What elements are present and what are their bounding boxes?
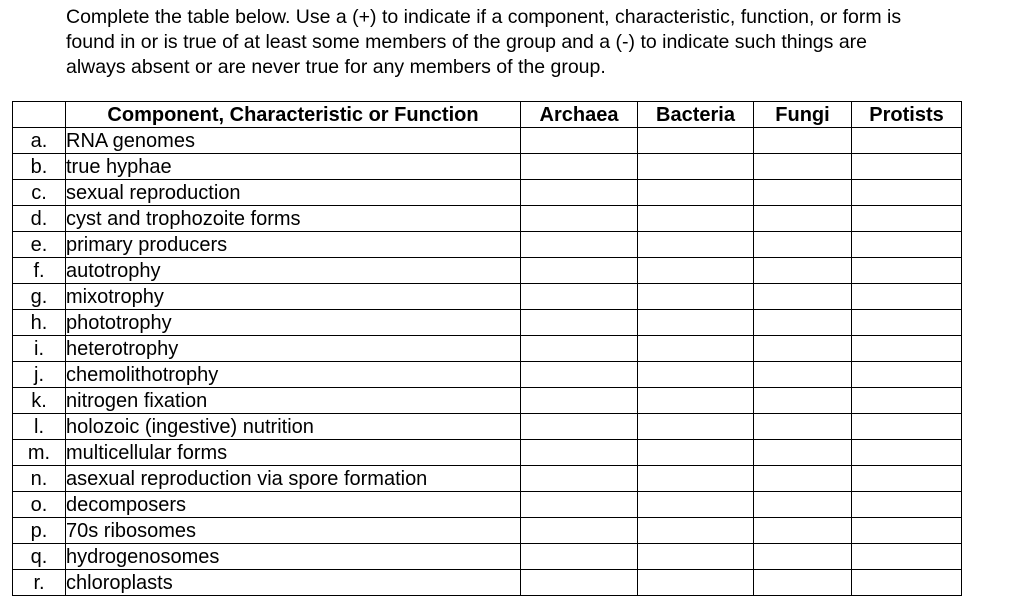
answer-cell-protists[interactable]: [852, 362, 962, 388]
table-row: [13, 258, 962, 284]
answer-cell-fungi[interactable]: [754, 544, 852, 570]
answer-cell-archaea[interactable]: [521, 362, 638, 388]
row-letter: i.: [13, 336, 66, 362]
answer-cell-protists[interactable]: [852, 570, 962, 596]
answer-cell-archaea[interactable]: [521, 466, 638, 492]
header-letter: [13, 102, 66, 128]
answer-cell-archaea[interactable]: [521, 570, 638, 596]
answer-cell-protists[interactable]: [852, 284, 962, 310]
row-label: 70s ribosomes: [66, 518, 521, 544]
instructions-line-2: found in or is true of at least some members of the group and a (-) to indicate such things are: [66, 31, 868, 53]
table-row: [13, 440, 962, 466]
answer-cell-fungi[interactable]: [754, 284, 852, 310]
answer-cell-bacteria[interactable]: [638, 362, 754, 388]
answer-cell-archaea[interactable]: [521, 180, 638, 206]
row-letter: h.: [13, 310, 66, 336]
row-label: true hyphae: [66, 154, 521, 180]
answer-cell-bacteria[interactable]: [638, 258, 754, 284]
answer-cell-bacteria[interactable]: [638, 154, 754, 180]
answer-cell-archaea[interactable]: [521, 336, 638, 362]
answer-cell-bacteria[interactable]: [638, 180, 754, 206]
answer-cell-protists[interactable]: [852, 206, 962, 232]
answer-cell-protists[interactable]: [852, 492, 962, 518]
answer-cell-protists[interactable]: [852, 180, 962, 206]
answer-cell-protists[interactable]: [852, 440, 962, 466]
answer-cell-protists[interactable]: [852, 336, 962, 362]
row-letter: a.: [13, 128, 66, 154]
instructions-line-3: always absent or are never true for any members of the group.: [66, 56, 606, 78]
header-row: [13, 102, 962, 128]
answer-cell-fungi[interactable]: [754, 466, 852, 492]
answer-cell-archaea[interactable]: [521, 154, 638, 180]
table-row: [13, 388, 962, 414]
answer-cell-fungi[interactable]: [754, 310, 852, 336]
answer-cell-protists[interactable]: [852, 154, 962, 180]
answer-cell-bacteria[interactable]: [638, 310, 754, 336]
answer-cell-bacteria[interactable]: [638, 440, 754, 466]
answer-cell-bacteria[interactable]: [638, 388, 754, 414]
table-row: [13, 336, 962, 362]
table-row: [13, 180, 962, 206]
row-label: mixotrophy: [66, 284, 521, 310]
answer-cell-archaea[interactable]: [521, 544, 638, 570]
answer-cell-fungi[interactable]: [754, 336, 852, 362]
row-label: chemolithotrophy: [66, 362, 521, 388]
answer-cell-protists[interactable]: [852, 232, 962, 258]
table-row: [13, 310, 962, 336]
answer-cell-bacteria[interactable]: [638, 518, 754, 544]
answer-cell-archaea[interactable]: [521, 492, 638, 518]
answer-cell-protists[interactable]: [852, 544, 962, 570]
table-row: [13, 544, 962, 570]
row-letter: r.: [13, 570, 66, 596]
answer-cell-bacteria[interactable]: [638, 128, 754, 154]
answer-cell-protists[interactable]: [852, 388, 962, 414]
answer-cell-archaea[interactable]: [521, 414, 638, 440]
table-row: [13, 362, 962, 388]
answer-cell-archaea[interactable]: [521, 310, 638, 336]
row-label: sexual reproduction: [66, 180, 521, 206]
answer-cell-archaea[interactable]: [521, 284, 638, 310]
answer-cell-protists[interactable]: [852, 414, 962, 440]
header-component: Component, Characteristic or Function: [66, 102, 521, 128]
row-letter: p.: [13, 518, 66, 544]
answer-cell-bacteria[interactable]: [638, 232, 754, 258]
row-label: autotrophy: [66, 258, 521, 284]
row-label: primary producers: [66, 232, 521, 258]
answer-cell-archaea[interactable]: [521, 388, 638, 414]
row-label: chloroplasts: [66, 570, 521, 596]
row-letter: c.: [13, 180, 66, 206]
answer-cell-archaea[interactable]: [521, 206, 638, 232]
answer-cell-fungi[interactable]: [754, 154, 852, 180]
table-row: [13, 414, 962, 440]
answer-cell-protists[interactable]: [852, 258, 962, 284]
answer-cell-fungi[interactable]: [754, 518, 852, 544]
header-bacteria: Bacteria: [638, 102, 754, 128]
answer-cell-protists[interactable]: [852, 518, 962, 544]
row-label: nitrogen fixation: [66, 388, 521, 414]
row-label: decomposers: [66, 492, 521, 518]
answer-cell-protists[interactable]: [852, 310, 962, 336]
row-letter: m.: [13, 440, 66, 466]
worksheet-table: [12, 101, 962, 596]
answer-cell-bacteria[interactable]: [638, 336, 754, 362]
answer-cell-bacteria[interactable]: [638, 570, 754, 596]
answer-cell-archaea[interactable]: [521, 258, 638, 284]
answer-cell-fungi[interactable]: [754, 440, 852, 466]
table-row: [13, 492, 962, 518]
table-row: [13, 570, 962, 596]
answer-cell-fungi[interactable]: [754, 492, 852, 518]
answer-cell-fungi[interactable]: [754, 570, 852, 596]
header-archaea: Archaea: [521, 102, 638, 128]
table-row: [13, 466, 962, 492]
row-letter: l.: [13, 414, 66, 440]
row-label: RNA genomes: [66, 128, 521, 154]
row-letter: q.: [13, 544, 66, 570]
answer-cell-fungi[interactable]: [754, 128, 852, 154]
answer-cell-bacteria[interactable]: [638, 544, 754, 570]
answer-cell-bacteria[interactable]: [638, 284, 754, 310]
table-body: [13, 128, 962, 596]
table-row: [13, 206, 962, 232]
row-label: cyst and trophozoite forms: [66, 206, 521, 232]
row-letter: d.: [13, 206, 66, 232]
instructions: [66, 5, 1021, 80]
row-label: holozoic (ingestive) nutrition: [66, 414, 521, 440]
answer-cell-protists[interactable]: [852, 466, 962, 492]
answer-cell-fungi[interactable]: [754, 206, 852, 232]
header-fungi: Fungi: [754, 102, 852, 128]
answer-cell-archaea[interactable]: [521, 518, 638, 544]
row-letter: f.: [13, 258, 66, 284]
answer-cell-bacteria[interactable]: [638, 466, 754, 492]
row-letter: b.: [13, 154, 66, 180]
answer-cell-fungi[interactable]: [754, 180, 852, 206]
answer-cell-archaea[interactable]: [521, 440, 638, 466]
row-letter: e.: [13, 232, 66, 258]
answer-cell-fungi[interactable]: [754, 414, 852, 440]
table-row: [13, 518, 962, 544]
answer-cell-fungi[interactable]: [754, 258, 852, 284]
row-letter: k.: [13, 388, 66, 414]
answer-cell-fungi[interactable]: [754, 362, 852, 388]
row-label: heterotrophy: [66, 336, 521, 362]
row-letter: j.: [13, 362, 66, 388]
answer-cell-archaea[interactable]: [521, 232, 638, 258]
row-letter: n.: [13, 466, 66, 492]
table-row: [13, 284, 962, 310]
table-row: [13, 128, 962, 154]
row-letter: g.: [13, 284, 66, 310]
answer-cell-fungi[interactable]: [754, 232, 852, 258]
answer-cell-bacteria[interactable]: [638, 206, 754, 232]
answer-cell-archaea[interactable]: [521, 128, 638, 154]
answer-cell-fungi[interactable]: [754, 388, 852, 414]
table-row: [13, 154, 962, 180]
answer-cell-bacteria[interactable]: [638, 414, 754, 440]
row-label: asexual reproduction via spore formation: [66, 466, 521, 492]
answer-cell-bacteria[interactable]: [638, 492, 754, 518]
instructions-line-1: Complete the table below. Use a (+) to indicate if a component, characteristic, function, or form is: [66, 6, 902, 28]
row-letter: o.: [13, 492, 66, 518]
answer-cell-protists[interactable]: [852, 128, 962, 154]
row-label: multicellular forms: [66, 440, 521, 466]
row-label: hydrogenosomes: [66, 544, 521, 570]
row-label: phototrophy: [66, 310, 521, 336]
header-protists: Protists: [852, 102, 962, 128]
table-row: [13, 232, 962, 258]
